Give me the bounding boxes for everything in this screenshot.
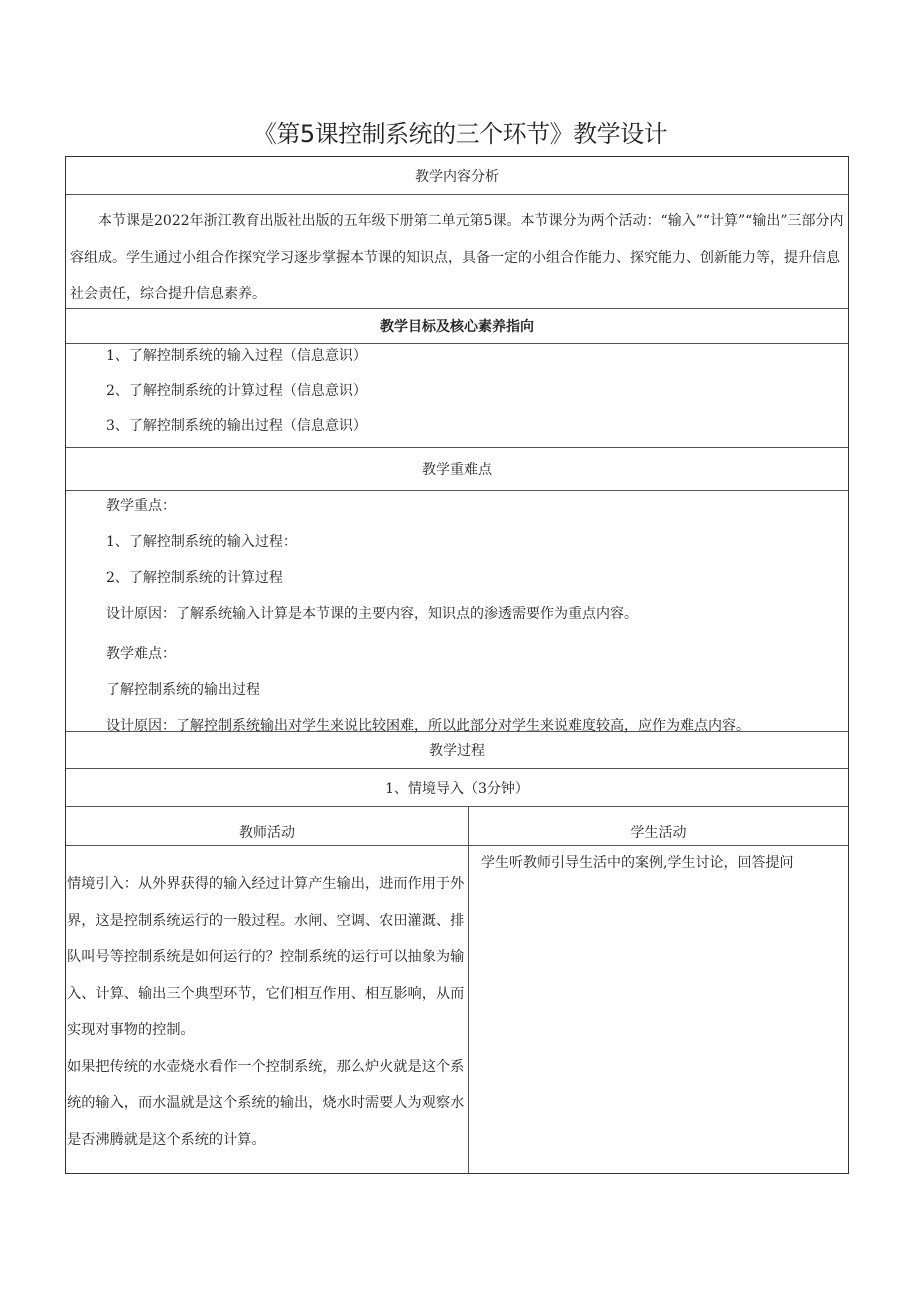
key-points-cell bbox=[66, 491, 848, 732]
document-title: 《第5课控制系统的三个环节》教学设计 bbox=[252, 120, 668, 148]
activity-content bbox=[66, 846, 848, 1173]
teacher-paragraph: 如果把传统的水壶烧水看作一个控制系统，那么炉火就是这个系统的输入，而水温就是这个系统的输出，烧水时需要人为观察水是否沸腾就是这个系统的计算。 bbox=[67, 1058, 465, 1148]
objective-item: 1、了解控制系统的输入过程（信息意识） bbox=[106, 348, 367, 364]
objective-item: 2、了解控制系统的计算过程（信息意识） bbox=[106, 383, 367, 399]
objectives-heading: 教学目标及核心素养指向 bbox=[66, 309, 848, 344]
key-line: 2、了解控制系统的计算过程 bbox=[106, 570, 283, 586]
process-step: 1、情境导入（3分钟） bbox=[66, 769, 848, 807]
lesson-plan-table bbox=[65, 156, 849, 1174]
teacher-paragraph: 情境引入：从外界获得的输入经过计算产生输出，进而作用于外界，这是控制系统运行的一般过程。水闸、空调、农田灌溉、排队叫号等控制系统是如何运行的？控制系统的运行可以抽象为输入、计算、输出三个典型环节，它们相互作用、相互影响，从而实现对事物的控制。 bbox=[67, 876, 465, 1038]
teacher-activity-header: 教师活动 bbox=[66, 807, 469, 845]
student-activity-cell: 学生听教师引导生活中的案例,学生讨论，回答提问 bbox=[481, 855, 794, 871]
key-points-heading: 教学重难点 bbox=[66, 448, 848, 491]
key-line: 1、了解控制系统的输入过程： bbox=[106, 534, 297, 550]
content-analysis-text: 本节课是2022年浙江教育出版社出版的五年级下册第二单元第5课。本节课分为两个活动：“输入”“计算”“输出”三部分内容组成。学生通过小组合作探究学习逐步掌握本节课的知识点，具备一定的小组合作能力、探究能力、创新能力等，提升信息社会责任，综合提升信息素养。 bbox=[70, 213, 844, 302]
key-line: 教学难点： bbox=[106, 646, 176, 662]
process-heading: 教学过程 bbox=[66, 732, 848, 769]
teacher-activity-cell bbox=[66, 846, 469, 1173]
content-analysis-cell bbox=[66, 195, 848, 309]
objective-item: 3、了解控制系统的输出过程（信息意识） bbox=[106, 418, 367, 434]
key-line: 设计原因：了解系统输入计算是本节课的主要内容，知识点的渗透需要作为重点内容。 bbox=[106, 606, 638, 622]
key-line: 设计原因：了解控制系统输出对学生来说比较困难，所以此部分对学生来说难度较高，应作为难点内容。 bbox=[106, 718, 750, 734]
key-line: 了解控制系统的输出过程 bbox=[106, 682, 260, 698]
student-activity-header: 学生活动 bbox=[630, 825, 687, 841]
activity-headers bbox=[66, 807, 848, 846]
content-analysis-heading: 教学内容分析 bbox=[66, 157, 848, 195]
objectives-list bbox=[66, 344, 848, 448]
key-line: 教学重点： bbox=[106, 498, 176, 514]
